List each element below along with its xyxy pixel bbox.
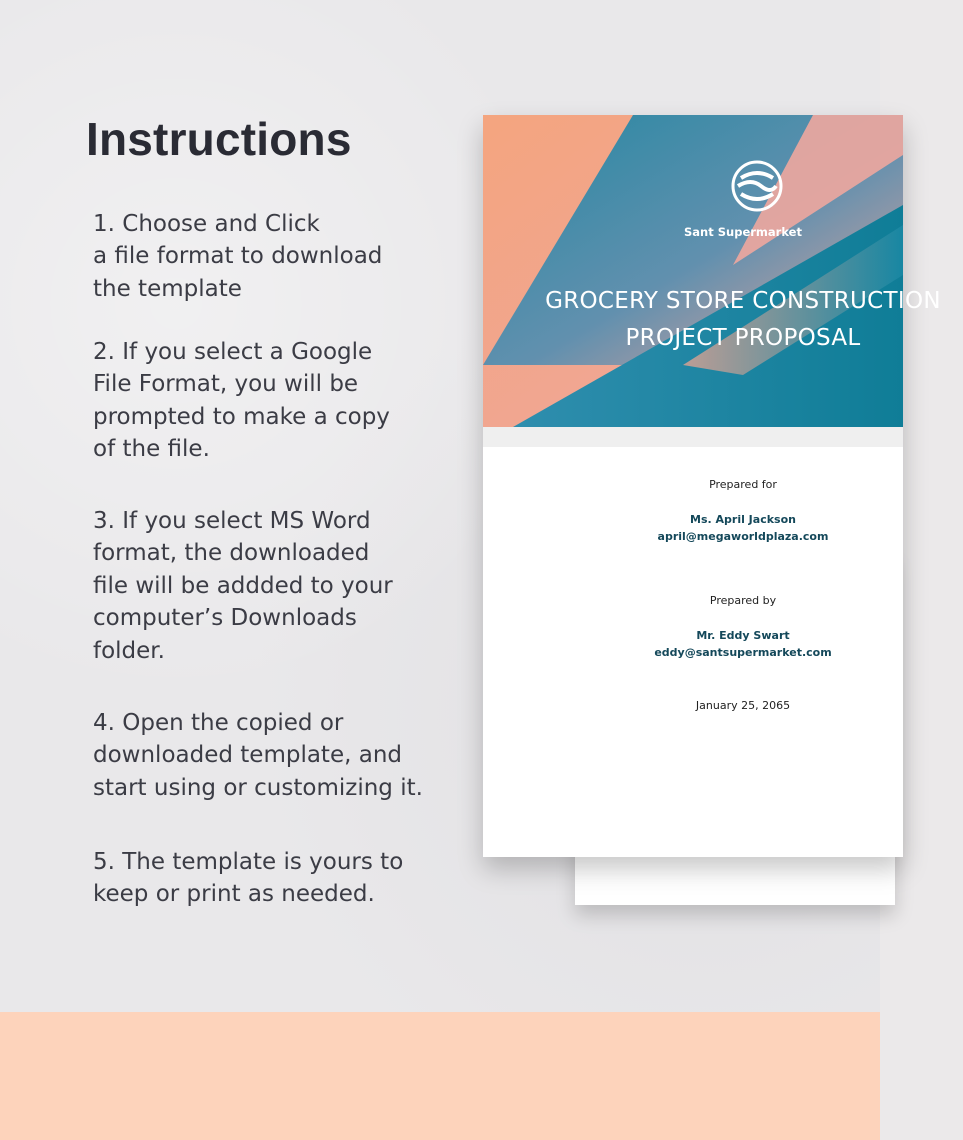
proposal-date: January 25, 2065 (695, 699, 791, 712)
cover-banner (483, 115, 941, 427)
instruction-step-1: 1. Choose and Click a file format to download the template (93, 211, 383, 302)
instructions-heading: Instructions (86, 113, 352, 165)
prepared-for-label: Prepared for (709, 478, 777, 491)
instruction-step-3: 3. If you select MS Word format, the downloaded file will be addded to your computer’s Downloads folder. (93, 508, 393, 664)
cover-divider (483, 427, 903, 447)
instruction-step-4: 4. Open the copied or downloaded template, and start using or customizing it. (93, 710, 423, 801)
bottom-color-band (0, 1012, 880, 1140)
client-email: april@megaworldplaza.com (657, 530, 829, 543)
sant-supermarket-logo-icon (731, 160, 783, 212)
author-name: Mr. Eddy Swart (696, 629, 790, 642)
client-name: Ms. April Jackson (690, 513, 796, 526)
document-title: GROCERY STORE CONSTRUCTION PROJECT PROPOSAL (545, 288, 941, 351)
prepared-by-label: Prepared by (709, 594, 777, 607)
template-preview (483, 115, 941, 975)
author-email: eddy@santsupermarket.com (654, 646, 832, 659)
brand-name: Sant Supermarket (684, 225, 802, 239)
instruction-step-5: 5. The template is yours to keep or print as needed. (93, 849, 404, 908)
cover-banner-graphic (483, 115, 903, 427)
instruction-step-2: 2. If you select a Google File Format, you will be prompted to make a copy of the file. (93, 339, 390, 463)
template-cover-page (483, 115, 941, 857)
